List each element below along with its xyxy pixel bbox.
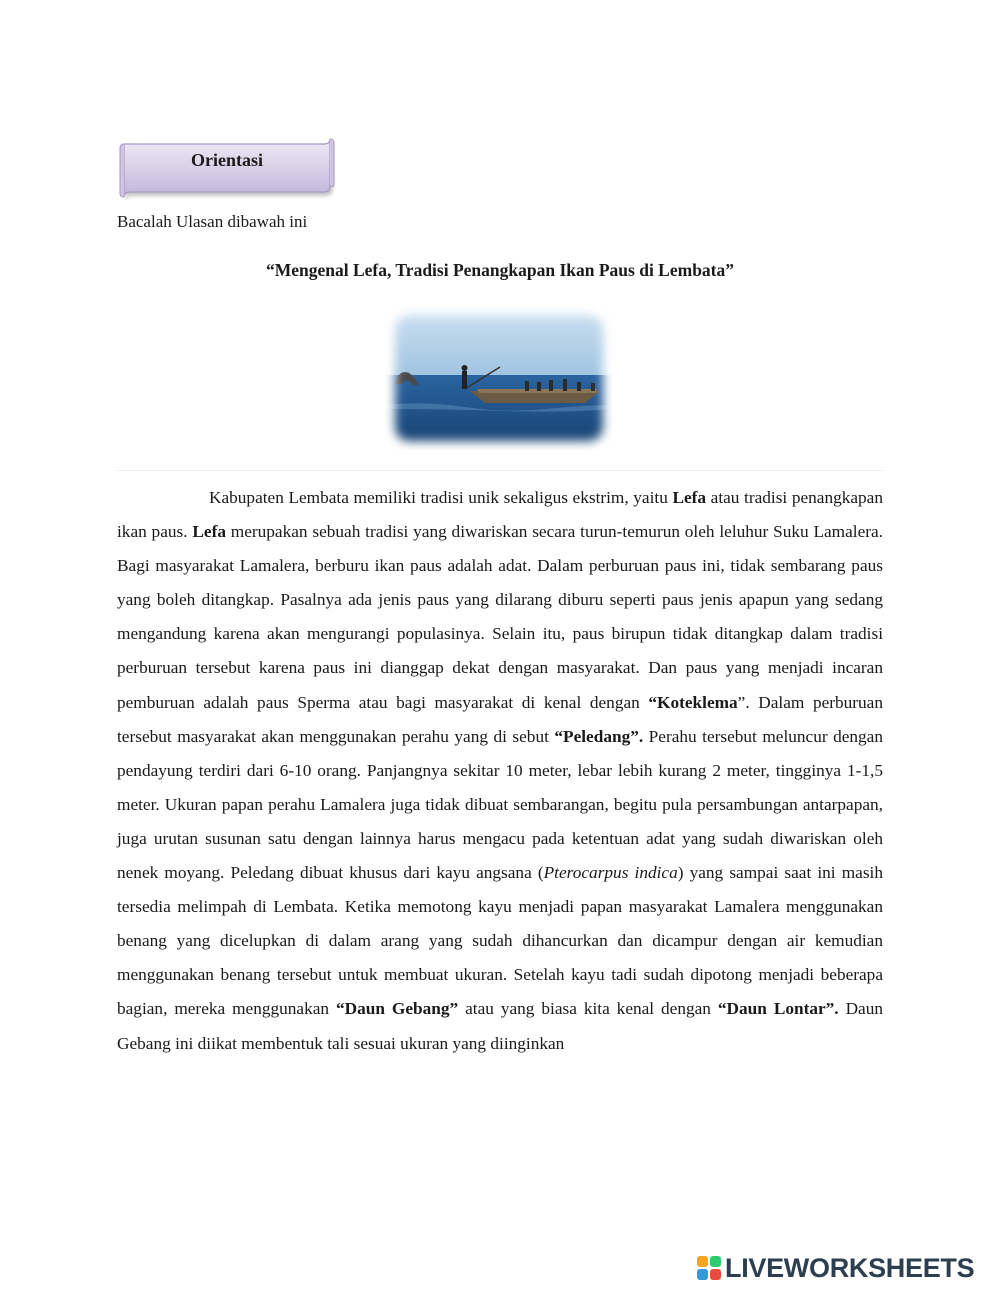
liveworksheets-logo-icon (697, 1256, 721, 1280)
article-body (117, 481, 883, 1061)
intro-text: Bacalah Ulasan dibawah ini (117, 212, 308, 231)
bold-term: Lefa (672, 488, 707, 507)
logo-text: LIVEWORKSHEETS (725, 1252, 975, 1283)
italic-term: Pterocarpus indica (543, 863, 678, 883)
text-run: Daun Gebang ini diikat membentuk tali sesuai ukuran yang diinginkan (117, 999, 883, 1053)
bold-term: “Daun Lontar”. (717, 999, 839, 1019)
text-run: atau tradisi penangkapan ikan paus. (117, 488, 883, 542)
text-run: ”. Dalam perburuan tersebut masyarakat akan menggunakan perahu yang di sebut (117, 692, 883, 746)
bold-term: “Peledang”. (554, 726, 644, 746)
article-title: “Mengenal Lefa, Tradisi Penangkapan Ikan Paus di Lembata” (265, 260, 735, 280)
section-divider (117, 470, 883, 471)
bold-term: “Daun Gebang” (336, 999, 459, 1019)
bold-term: “Koteklema (648, 692, 738, 712)
text-run: merupakan sebuah tradisi yang diwariskan secara turun-temurun oleh leluhur Suku Lamalera. Bagi masyarakat Lamalera, berburu ikan paus adalah adat. Dalam perburuan paus ini, tidak sembarang paus yang boleh ditangkap. Pasalnya ada jenis paus yang dilarang diburu seperti paus jenis apapun yang sedang mengandung karena akan mengurangi populasinya. Selain itu, paus birupun tidak ditangkap dalam tradisi perburuan tersebut karena paus ini dianggap dekat dengan masyarakat. Dan paus yang menjadi incaran pemburuan adalah paus Sperma atau bagi masyarakat di kenal dengan (117, 522, 884, 712)
whale-hunting-photo (385, 305, 613, 451)
text-run: atau yang biasa kita kenal dengan (458, 999, 718, 1019)
text-run: Perahu tersebut meluncur dengan pendayung terdiri dari 6-10 orang. Panjangnya sekitar 10 meter, lebar lebih kurang 2 meter, tingginya 1-1,5 meter. Ukuran papan perahu Lamalera juga tidak dibuat sembarangan, begitu pula persambungan antarpapan, juga urutan susunan satu dengan lainnya harus mengacu pada ketentuan adat yang sudah diwariskan oleh nenek moyang. Peledang dibuat khusus dari kayu angsana ( (117, 726, 883, 883)
article-paragraph (117, 481, 883, 1061)
section-banner (118, 136, 336, 200)
bold-term: Lefa (192, 522, 226, 542)
banner-label: Orientasi (191, 150, 263, 170)
text-run: Kabupaten Lembata memiliki tradisi unik sekaligus ekstrim, yaitu (209, 488, 673, 507)
liveworksheets-logo (697, 1252, 974, 1284)
text-run: ) yang sampai saat ini masih tersedia melimpah di Lembata. Ketika memotong kayu menjadi papan masyarakat Lamalera menggunakan benang yang dicelupkan di dalam arang yang sudah dihancurkan dan dicampur dengan air kemudian menggunakan benang tersebut untuk membuat ukuran. Setelah kayu tadi sudah dipotong menjadi beberapa bagian, mereka menggunakan (117, 863, 884, 1019)
